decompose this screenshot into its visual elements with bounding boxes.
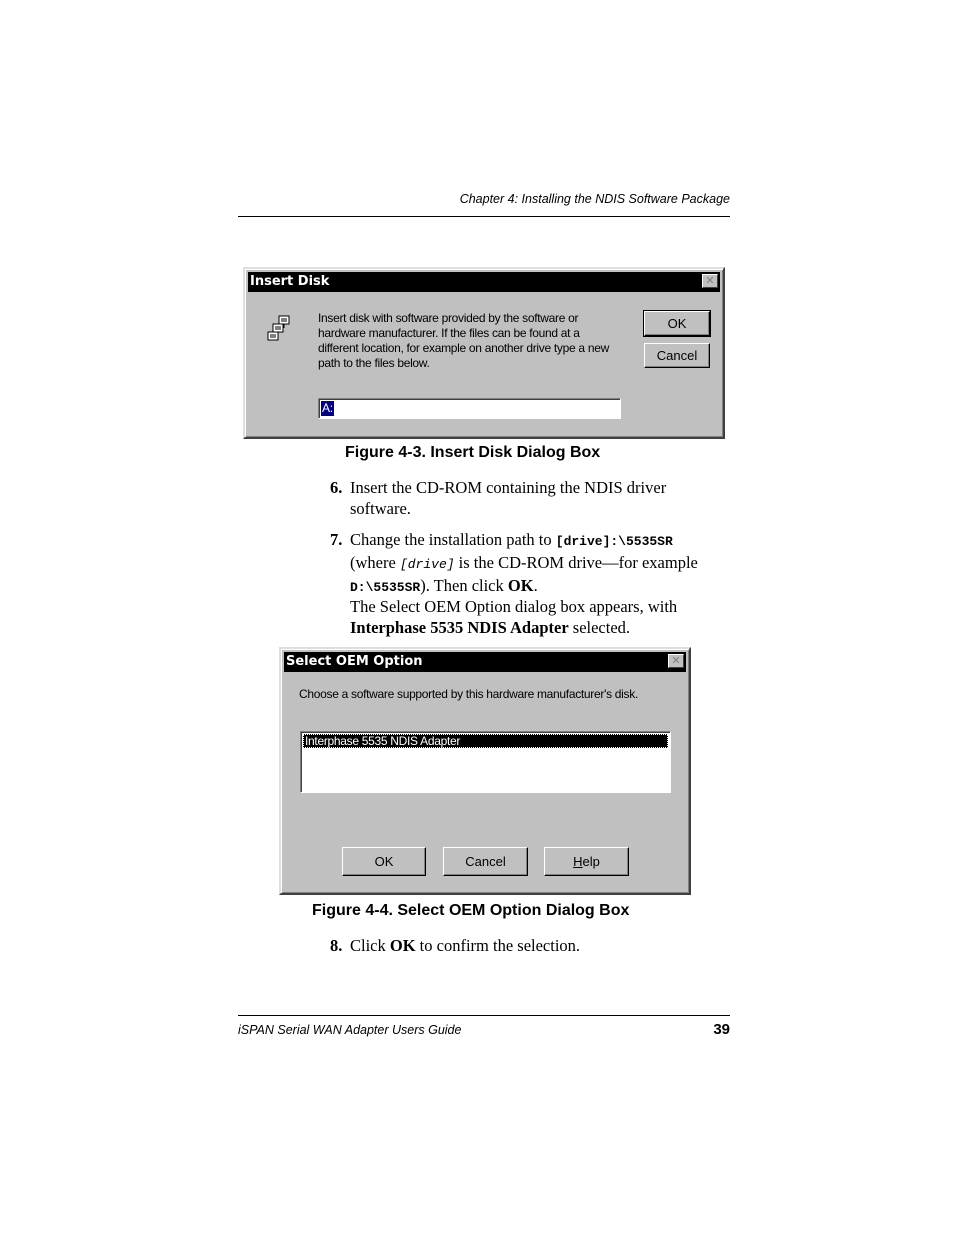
example-path: D:\5535SR <box>350 580 421 595</box>
figure-4-3-caption: Figure 4-3. Insert Disk Dialog Box <box>345 444 601 461</box>
step-7-number: 7. <box>330 530 343 549</box>
footer-rule <box>238 1015 730 1016</box>
step-8-number: 8. <box>330 936 343 955</box>
chapter-header: Chapter 4: Installing the NDIS Software Package <box>459 192 730 206</box>
step-7-note: The Select OEM Option dialog box appears, with Interphase 5535 NDIS Adapter selected. <box>350 597 678 637</box>
insert-disk-titlebar <box>248 272 720 292</box>
insert-disk-title: Insert Disk <box>250 274 330 289</box>
step-7-text: Change the installation path to [drive]:\5535SR (where [drive] is the CD-ROM drive—for example D:\5535SR). Then click OK. <box>350 530 698 595</box>
list-item[interactable]: Interphase 5535 NDIS Adapter <box>303 734 668 748</box>
oem-option-list[interactable] <box>300 731 671 793</box>
select-oem-prompt: Choose a software supported by this hardware manufacturer's disk. <box>299 687 638 701</box>
help-button[interactable]: Help <box>544 847 629 876</box>
install-path: [drive]:\5535SR <box>555 534 673 549</box>
ok-button[interactable]: OK <box>644 311 710 336</box>
step-6-text: Insert the CD-ROM containing the NDIS driver software. <box>350 478 667 518</box>
insert-disk-dialog <box>243 267 725 439</box>
select-oem-title: Select OEM Option <box>286 654 423 669</box>
cancel-button[interactable]: Cancel <box>644 343 710 368</box>
close-icon[interactable]: ✕ <box>668 654 684 668</box>
header-rule <box>238 216 730 217</box>
select-oem-dialog <box>279 647 691 895</box>
drive-placeholder: [drive] <box>399 557 455 572</box>
insert-disk-message: Insert disk with software provided by the software or hardware manufacturer. If the files can be found at a different location, for example on another drive type a new path to the files below. <box>318 311 609 370</box>
figure-4-4-caption: Figure 4-4. Select OEM Option Dialog Box <box>312 902 630 919</box>
close-icon[interactable]: ✕ <box>702 274 718 288</box>
path-input-value: A: <box>322 401 333 415</box>
footer-title: iSPAN Serial WAN Adapter Users Guide <box>238 1023 462 1037</box>
select-oem-titlebar <box>284 652 686 672</box>
step-6-number: 6. <box>330 478 343 497</box>
ok-button[interactable]: OK <box>342 847 426 876</box>
cancel-button[interactable]: Cancel <box>443 847 528 876</box>
network-drive-icon <box>267 315 295 341</box>
path-input[interactable] <box>318 398 621 419</box>
step-8-text: Click OK to confirm the selection. <box>350 936 581 955</box>
page-number: 39 <box>713 1021 730 1038</box>
